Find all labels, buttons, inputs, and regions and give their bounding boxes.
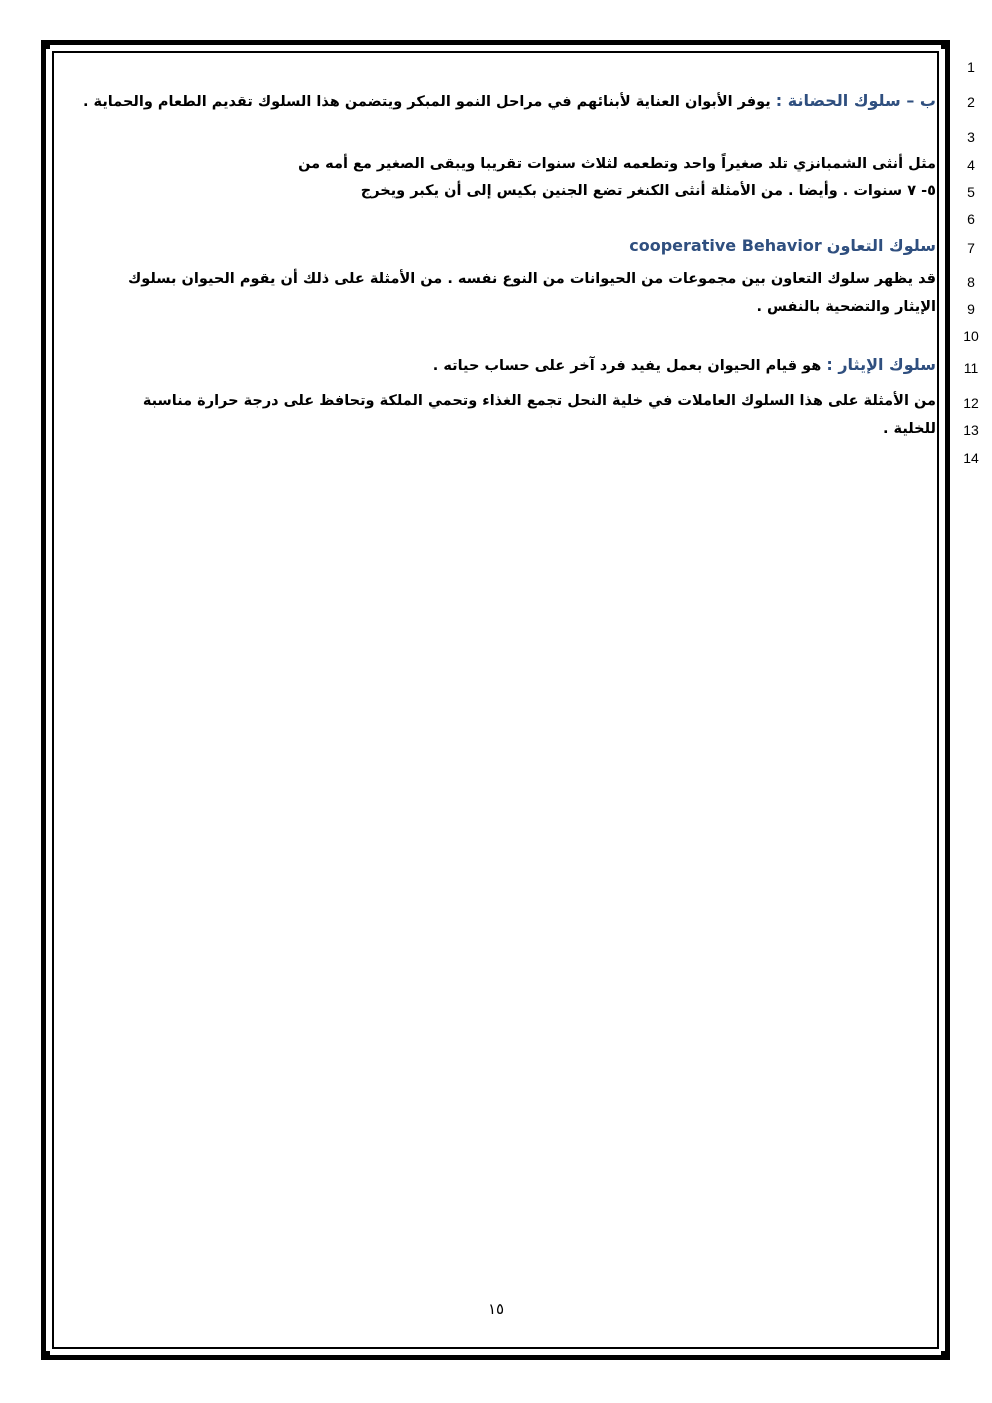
line-number: 14 — [963, 450, 979, 466]
nurturing-paragraph — [83, 91, 936, 112]
cooperation-line-2: الإيثار والتضحية بالنفس . — [756, 299, 936, 315]
line-number: 12 — [963, 395, 979, 411]
cooperation-heading-arabic: سلوك التعاون — [826, 236, 936, 255]
line-number: 7 — [967, 240, 975, 256]
cooperation-heading-english: cooperative Behavior — [629, 236, 822, 255]
altruism-example-line-2: للخلية . — [882, 421, 936, 437]
example-line-1: مثل أنثى الشمبانزي تلد صغيراً واحد وتطعمه لثلاث سنوات تقريبا ويبقى الصغير مع أمه من — [298, 156, 936, 172]
page-number: ١٥ — [487, 1300, 505, 1318]
line-number: 13 — [963, 422, 979, 438]
cooperation-line-1: قد يظهر سلوك التعاون بين مجموعات من الحيوانات من النوع نفسه . من الأمثلة على ذلك أن يقوم الحيوان بسلوك — [128, 271, 936, 287]
line-number: 2 — [967, 94, 975, 110]
border-corner-bottom-right — [941, 1351, 950, 1360]
line-number: 10 — [963, 328, 979, 344]
cooperation-heading — [629, 236, 936, 257]
example-line-2: ٥- ٧ سنوات . وأيضا . من الأمثلة أنثى الكنغر تضع الجنين بكيس إلى أن يكبر ويخرج — [360, 183, 936, 199]
altruism-example-line-1: من الأمثلة على هذا السلوك العاملات في خلية النحل تجمع الغذاء وتحمي الملكة وتحافظ على درجة حرارة مناسبة — [142, 393, 936, 409]
border-corner-top-left — [41, 40, 50, 49]
line-number: 1 — [967, 59, 975, 75]
line-number: 5 — [967, 184, 975, 200]
altruism-text: هو قيام الحيوان بعمل يفيد فرد آخر على حساب حياته . — [432, 358, 822, 374]
line-number: 6 — [967, 211, 975, 227]
line-number: 9 — [967, 301, 975, 317]
border-corner-bottom-left — [41, 1351, 50, 1360]
line-number: 4 — [967, 157, 975, 173]
line-number: 8 — [967, 274, 975, 290]
altruism-heading: سلوك الإيثار : — [826, 355, 936, 374]
line-number: 11 — [963, 360, 979, 376]
border-corner-top-right — [941, 40, 950, 49]
altruism-paragraph — [433, 355, 936, 376]
nurturing-heading: ب – سلوك الحضانة : — [775, 91, 936, 110]
line-number: 3 — [967, 129, 975, 145]
nurturing-text: يوفر الأبوان العناية لأبنائهم في مراحل النمو المبكر ويتضمن هذا السلوك تقديم الطعام والحماية . — [83, 94, 771, 110]
